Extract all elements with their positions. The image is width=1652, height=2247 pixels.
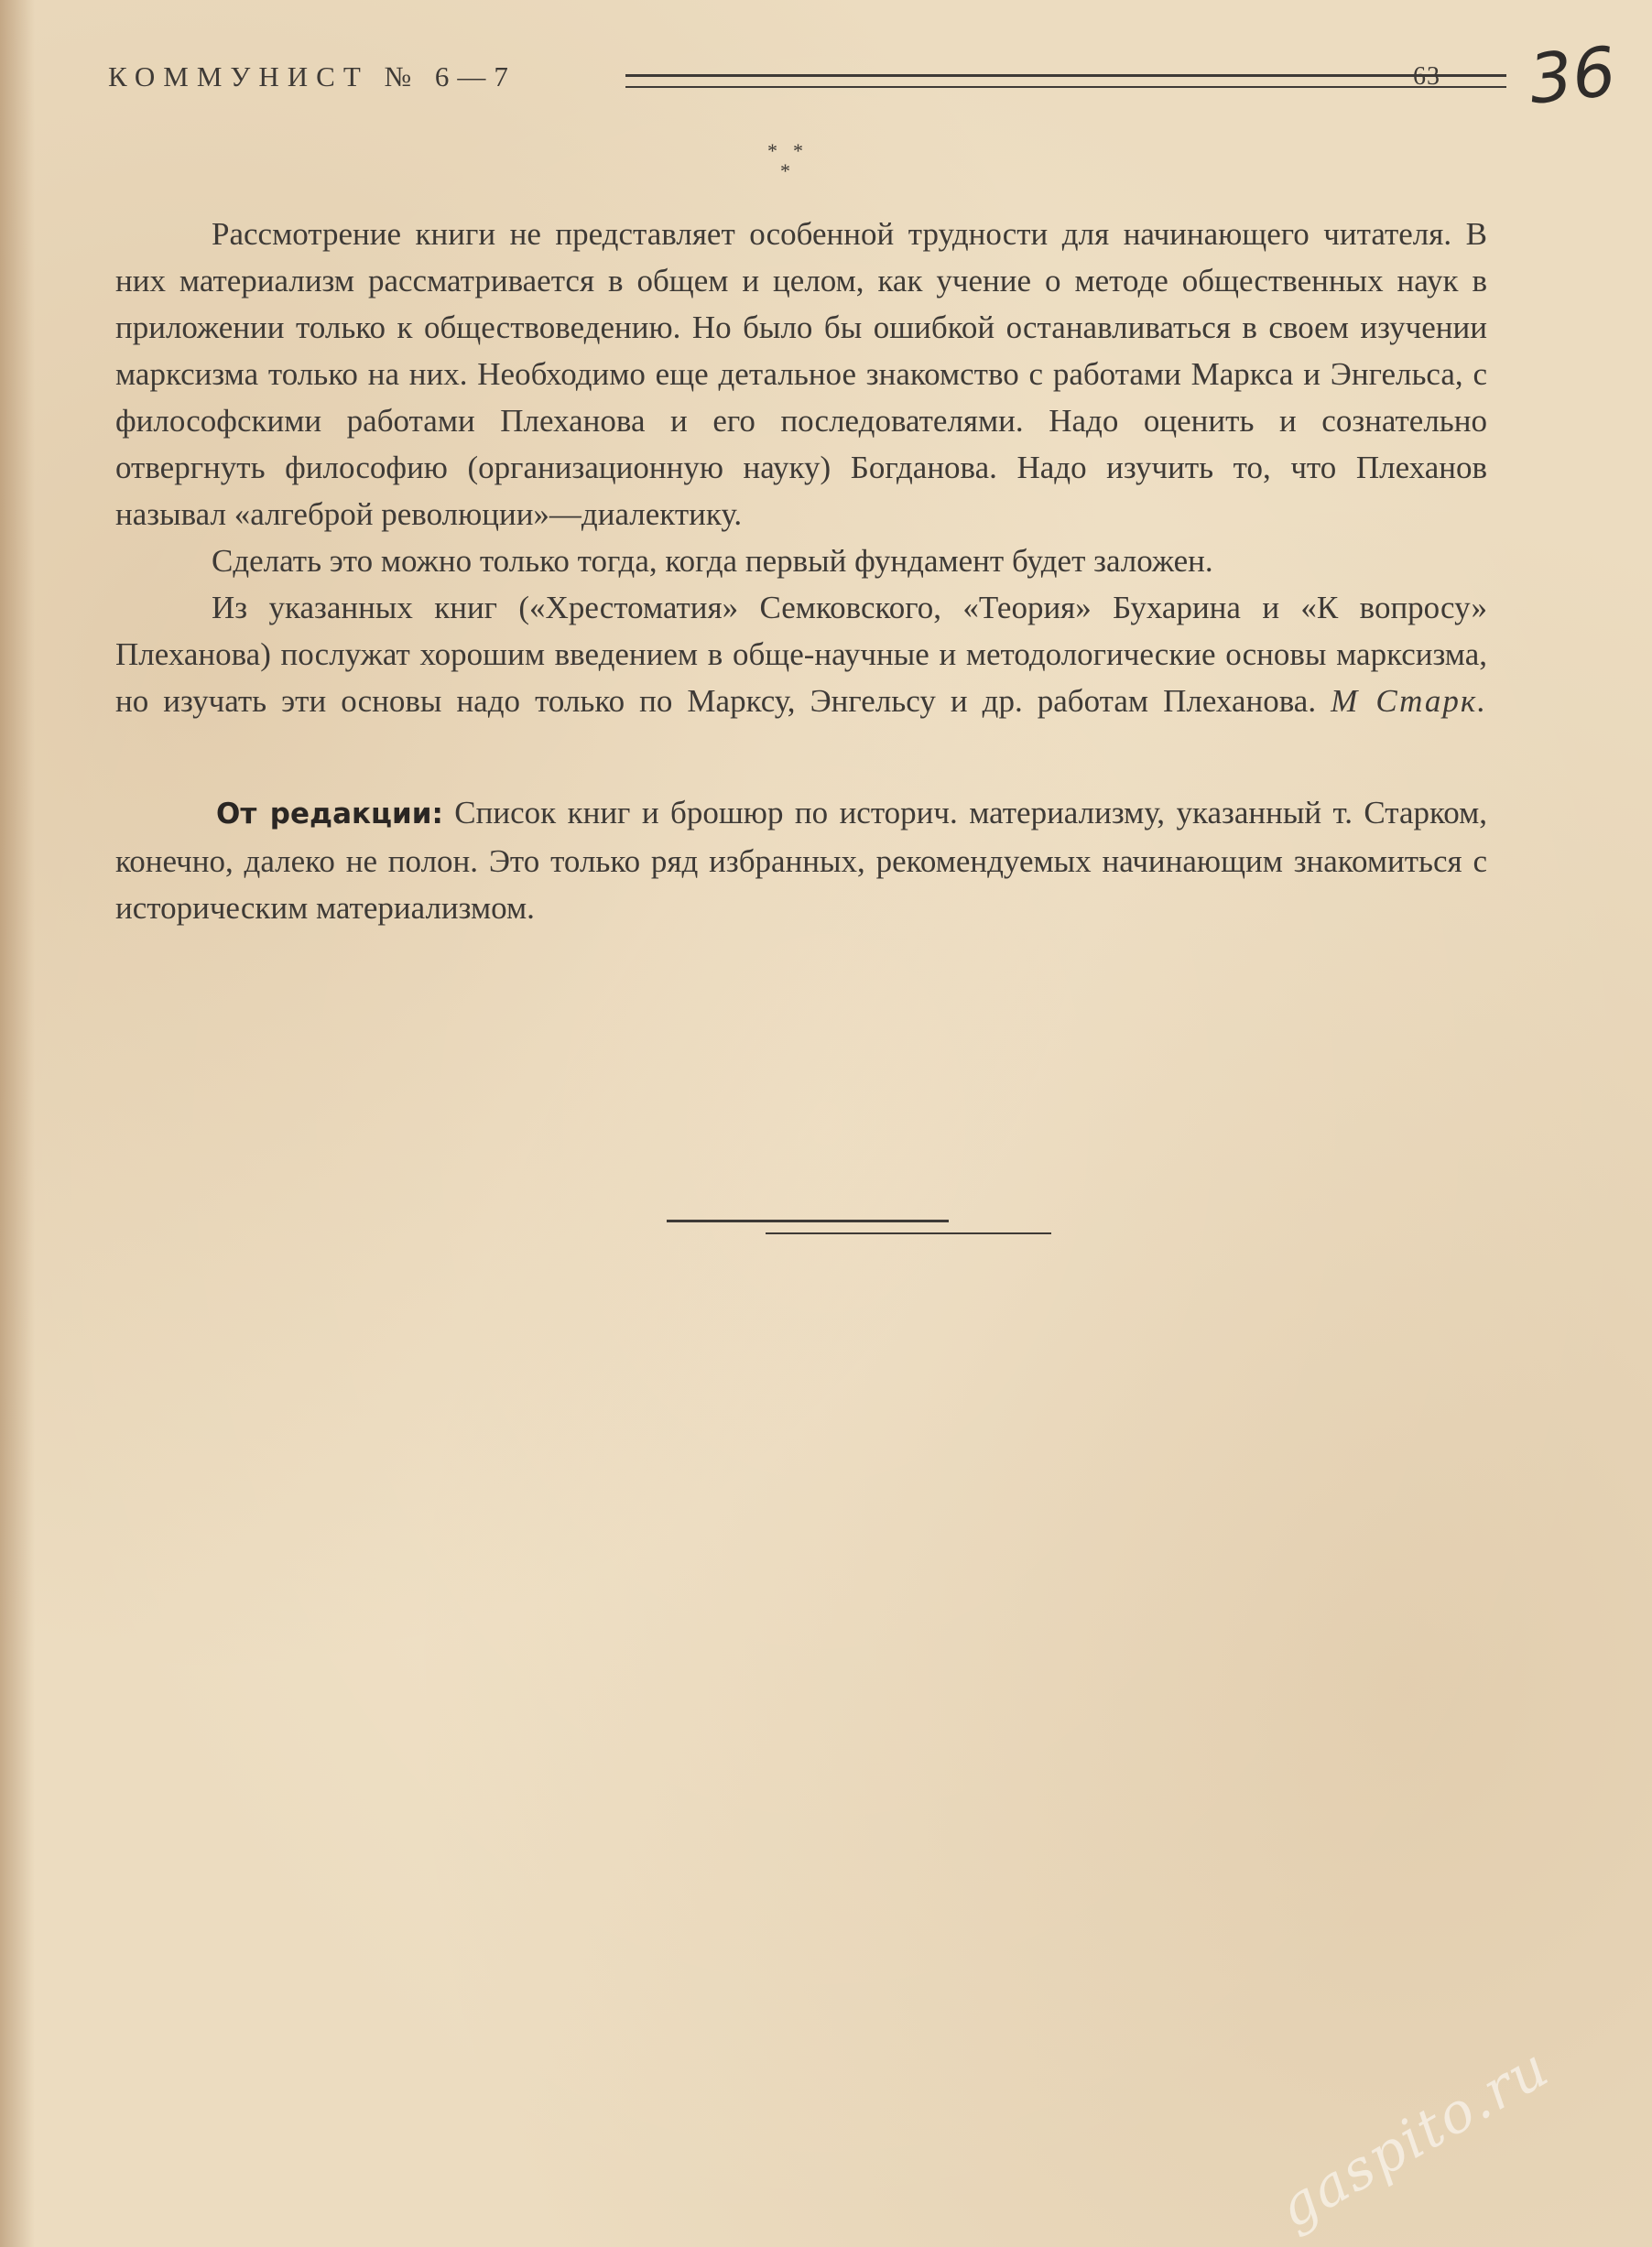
- asterism-star-3: *: [780, 159, 790, 182]
- asterism-star-2: *: [793, 139, 803, 162]
- editorial-text: Список книг и брошюр по историч. материализму, указанный т. Старком, конечно, далеко не полон. Это только ряд избранных, рекомендуемых начинающим знакомиться с историческим материализмом.: [115, 795, 1487, 926]
- article-paragraph-3-text: Из указанных книг («Хрестоматия» Семковского, «Теория» Бухарина и «К вопросу» Плеханова) послужат хорошим введением в обще-научные и методологические основы марксизма, но изучать эти основы надо только по Марксу, Энгельсу и др. работам Плеханова.: [115, 590, 1487, 719]
- article-paragraph-1: Рассмотрение книги не представляет особенной трудности для начинающего читателя. В них материализм рассматривается в общем и целом, как учение о методе общественных наук в приложении только к обществоведению. Но было бы ошибкой останавливаться в своем изучении марксизма только на них. Необходимо еще детальное знакомство с работами Маркса и Энгельса, с философскими работами Плеханова и его последователями. Надо оценить и сознательно отвергнуть философию (организационную науку) Богданова. Надо изучить то, что Плеханов называл «алгеброй революции»—диалектику.: [115, 216, 1487, 532]
- editorial-label: От редакции:: [216, 798, 443, 830]
- page-number: 63: [1413, 62, 1440, 91]
- editorial-note: [115, 789, 1487, 931]
- page-edge-shadow: [0, 0, 35, 2247]
- asterism-separator: [767, 141, 831, 196]
- site-watermark: gaspito.ru: [1267, 2035, 1560, 2242]
- section-divider-lower: [766, 1232, 1051, 1234]
- asterism-star-1: *: [767, 139, 777, 162]
- section-divider-upper: [667, 1220, 949, 1222]
- article-paragraph-2: Сделать это можно только тогда, когда первый фундамент будет заложен.: [212, 543, 1213, 579]
- header-rule-top: [625, 74, 1506, 77]
- handwritten-folio-number: 36: [1525, 32, 1620, 120]
- article-body: [115, 211, 1487, 724]
- article-paragraph-3: [115, 584, 1487, 724]
- author-signature: М Старк.: [1331, 683, 1487, 719]
- journal-title: КОММУНИСТ № 6—7: [108, 60, 516, 92]
- header-rule-bottom: [625, 86, 1506, 88]
- running-header: [108, 60, 1445, 104]
